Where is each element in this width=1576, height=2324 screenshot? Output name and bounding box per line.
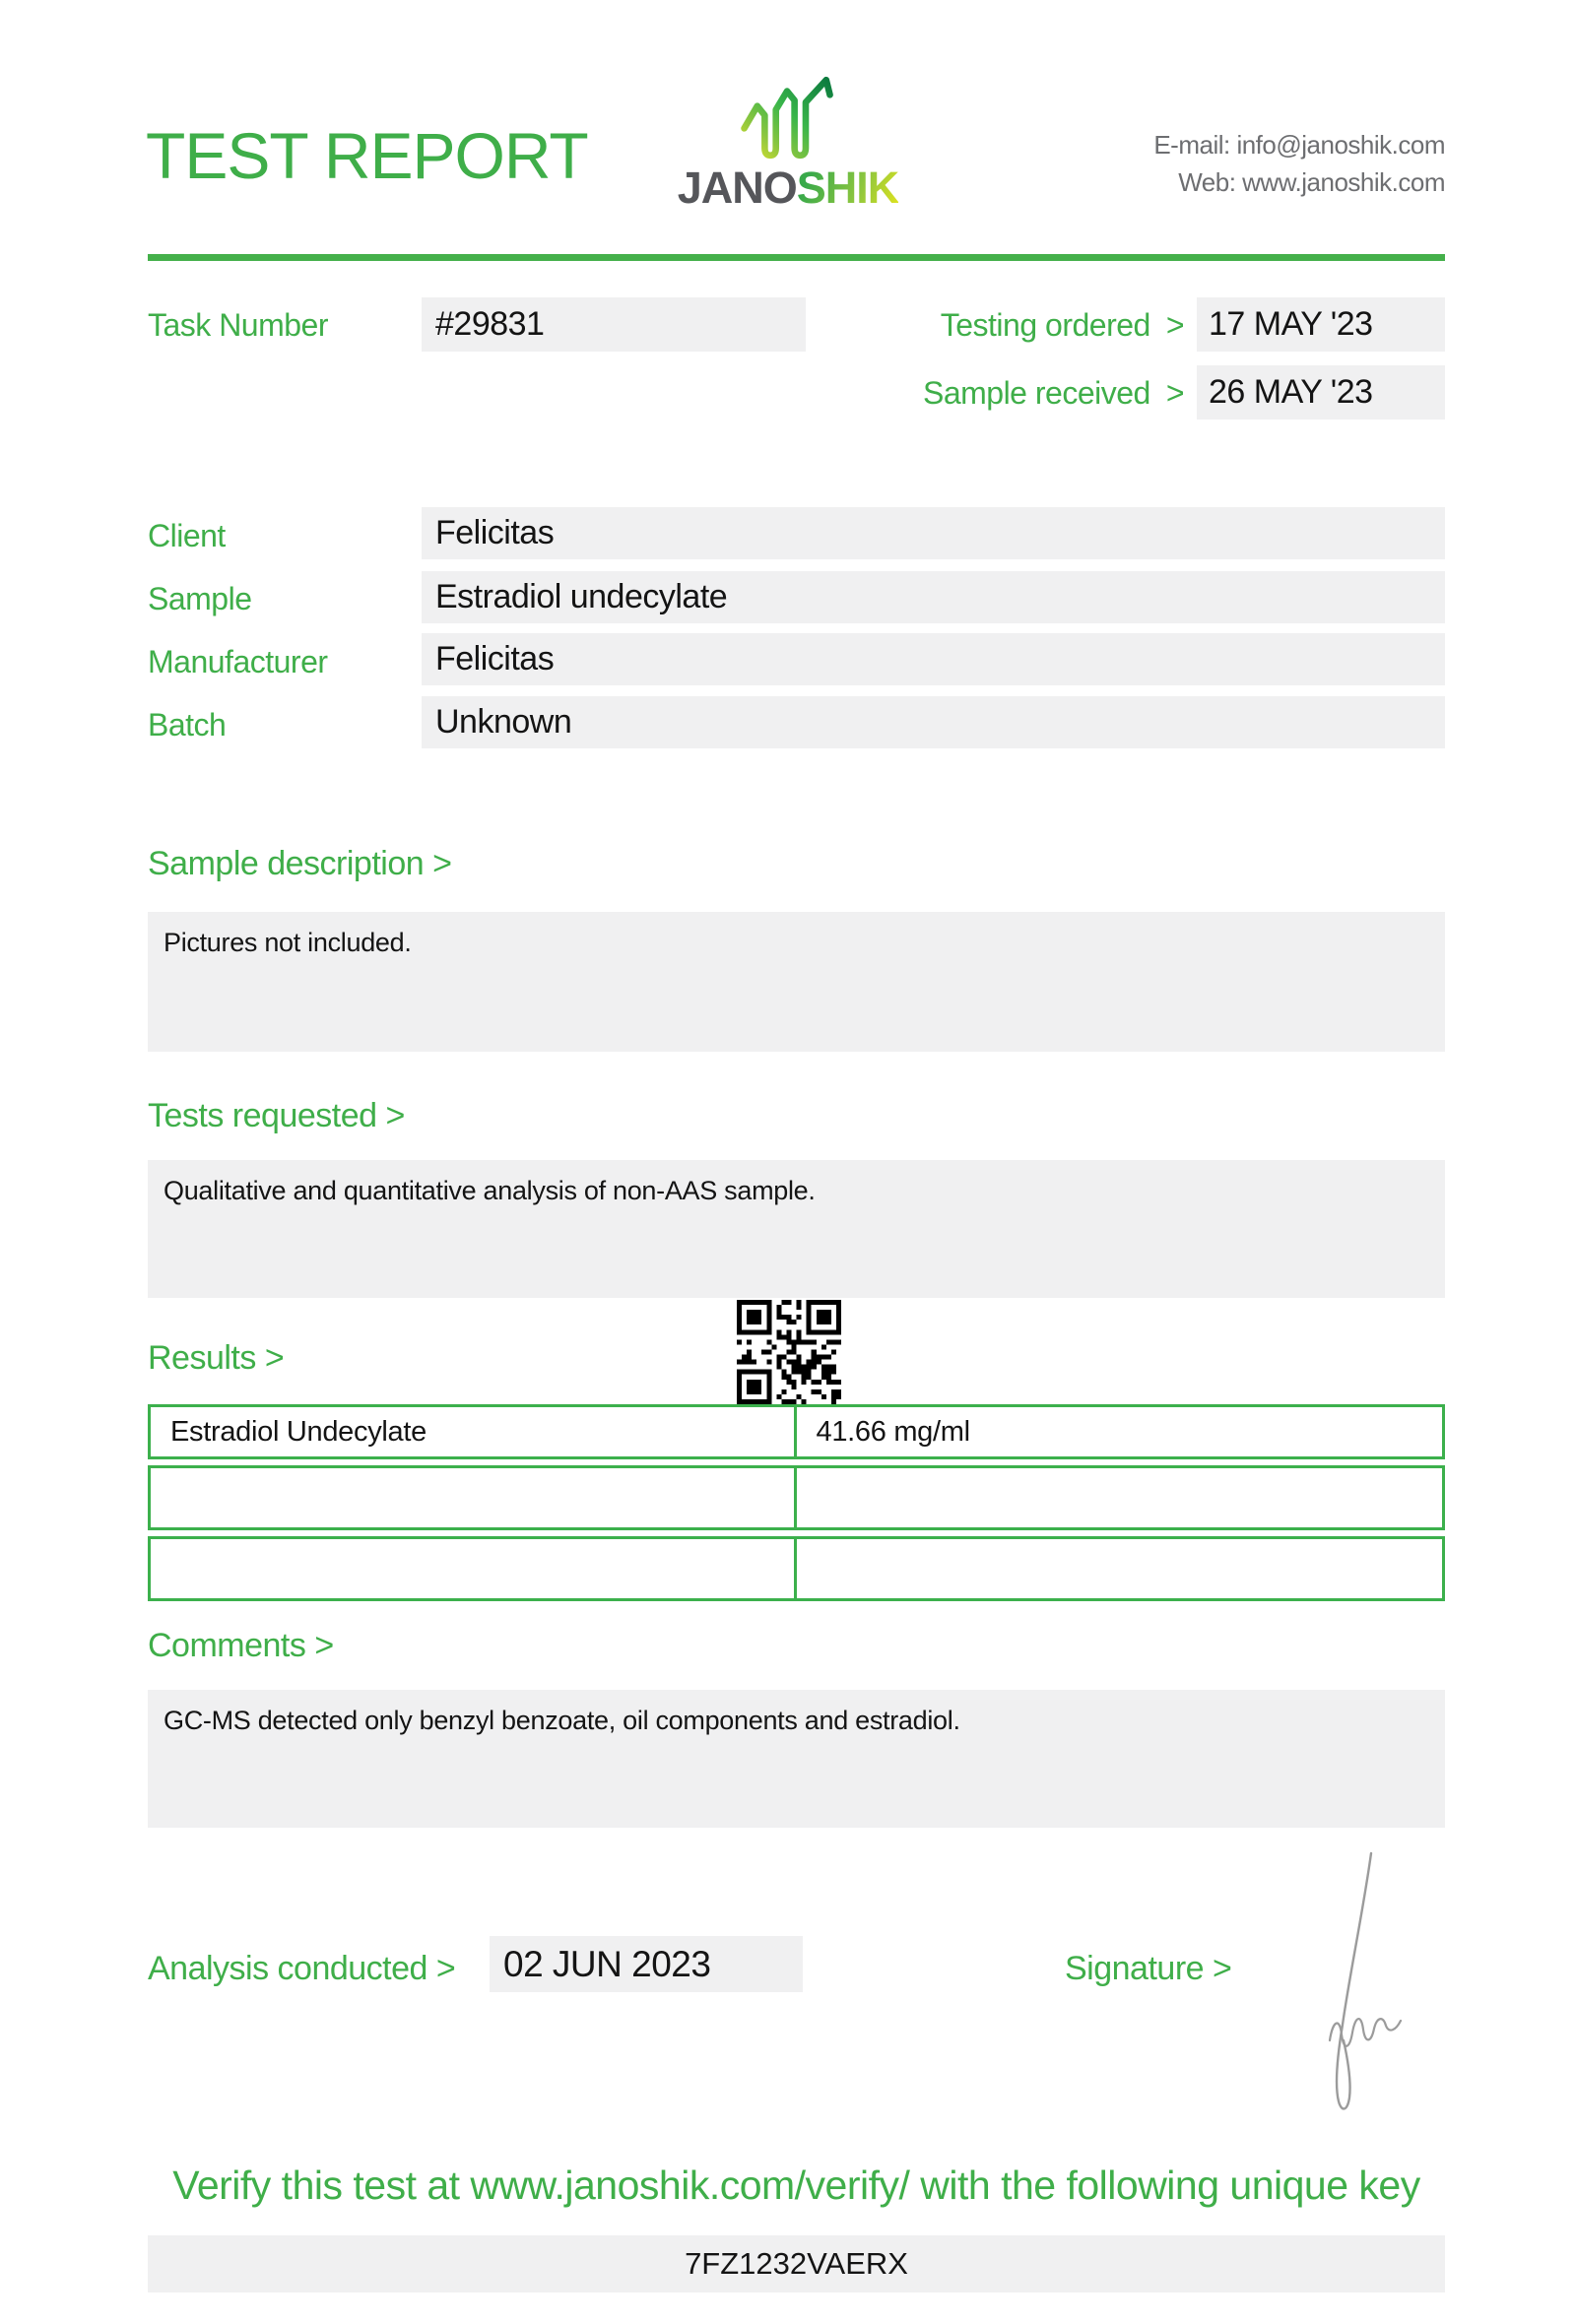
- header-divider: [148, 254, 1445, 261]
- manufacturer-label: Manufacturer: [148, 644, 328, 679]
- testing-ordered-label: Testing ordered >: [940, 307, 1184, 343]
- batch-value: Unknown: [422, 696, 1445, 748]
- task-number-value: #29831: [422, 297, 806, 352]
- result-substance: [151, 1468, 797, 1527]
- manufacturer-value: Felicitas: [422, 633, 1445, 685]
- signature-label: Signature >: [1065, 1950, 1232, 1987]
- contact-info: [1153, 126, 1445, 201]
- chevron-right-icon: >: [1165, 375, 1184, 411]
- tests-requested-heading: Tests requested >: [148, 1097, 405, 1134]
- growth-chart-icon: [737, 73, 839, 161]
- qr-code: [737, 1300, 841, 1404]
- signature-image: [1280, 1847, 1418, 2135]
- result-substance: Estradiol Undecylate: [151, 1407, 797, 1456]
- page-title: TEST REPORT: [146, 119, 588, 192]
- result-substance: [151, 1539, 797, 1598]
- sample-value: Estradiol undecylate: [422, 571, 1445, 623]
- sample-received-label: Sample received >: [922, 375, 1184, 411]
- logo-text-jano: JANO: [677, 162, 797, 213]
- logo-text-shik: SHIK: [796, 162, 899, 213]
- result-value: [797, 1468, 1443, 1527]
- contact-web: Web: www.janoshik.com: [1178, 167, 1445, 197]
- table-row: [148, 1404, 1445, 1459]
- analysis-conducted-value: 02 JUN 2023: [490, 1936, 803, 1992]
- contact-email: E-mail: info@janoshik.com: [1153, 130, 1445, 160]
- chevron-right-icon: >: [1165, 307, 1184, 343]
- tests-requested-box: Qualitative and quantitative analysis of non-AAS sample.: [148, 1160, 1445, 1298]
- sample-description-box: Pictures not included.: [148, 912, 1445, 1052]
- logo-wordmark: [630, 162, 946, 214]
- sample-label: Sample: [148, 581, 252, 616]
- sample-received-value: 26 MAY '23: [1197, 365, 1445, 420]
- client-label: Client: [148, 518, 226, 553]
- comments-heading: Comments >: [148, 1627, 334, 1664]
- table-row: [148, 1465, 1445, 1530]
- result-value: 41.66 mg/ml: [816, 1415, 970, 1448]
- analysis-conducted-label: Analysis conducted >: [148, 1950, 456, 1987]
- results-heading: Results >: [148, 1339, 285, 1377]
- table-row: [148, 1536, 1445, 1601]
- janoshik-logo: [630, 73, 946, 214]
- result-value: [797, 1539, 1443, 1598]
- testing-ordered-value: 17 MAY '23: [1197, 297, 1445, 352]
- verify-instruction: Verify this test at www.janoshik.com/verify/ with the following unique key: [172, 2163, 1420, 2208]
- client-value: Felicitas: [422, 507, 1445, 559]
- batch-label: Batch: [148, 707, 227, 742]
- comments-box: GC-MS detected only benzyl benzoate, oil components and estradiol.: [148, 1690, 1445, 1828]
- results-table: [148, 1404, 1445, 1601]
- task-number-label: Task Number: [148, 307, 328, 343]
- sample-description-heading: Sample description >: [148, 845, 452, 882]
- unique-key-value: 7FZ1232VAERX: [148, 2235, 1445, 2292]
